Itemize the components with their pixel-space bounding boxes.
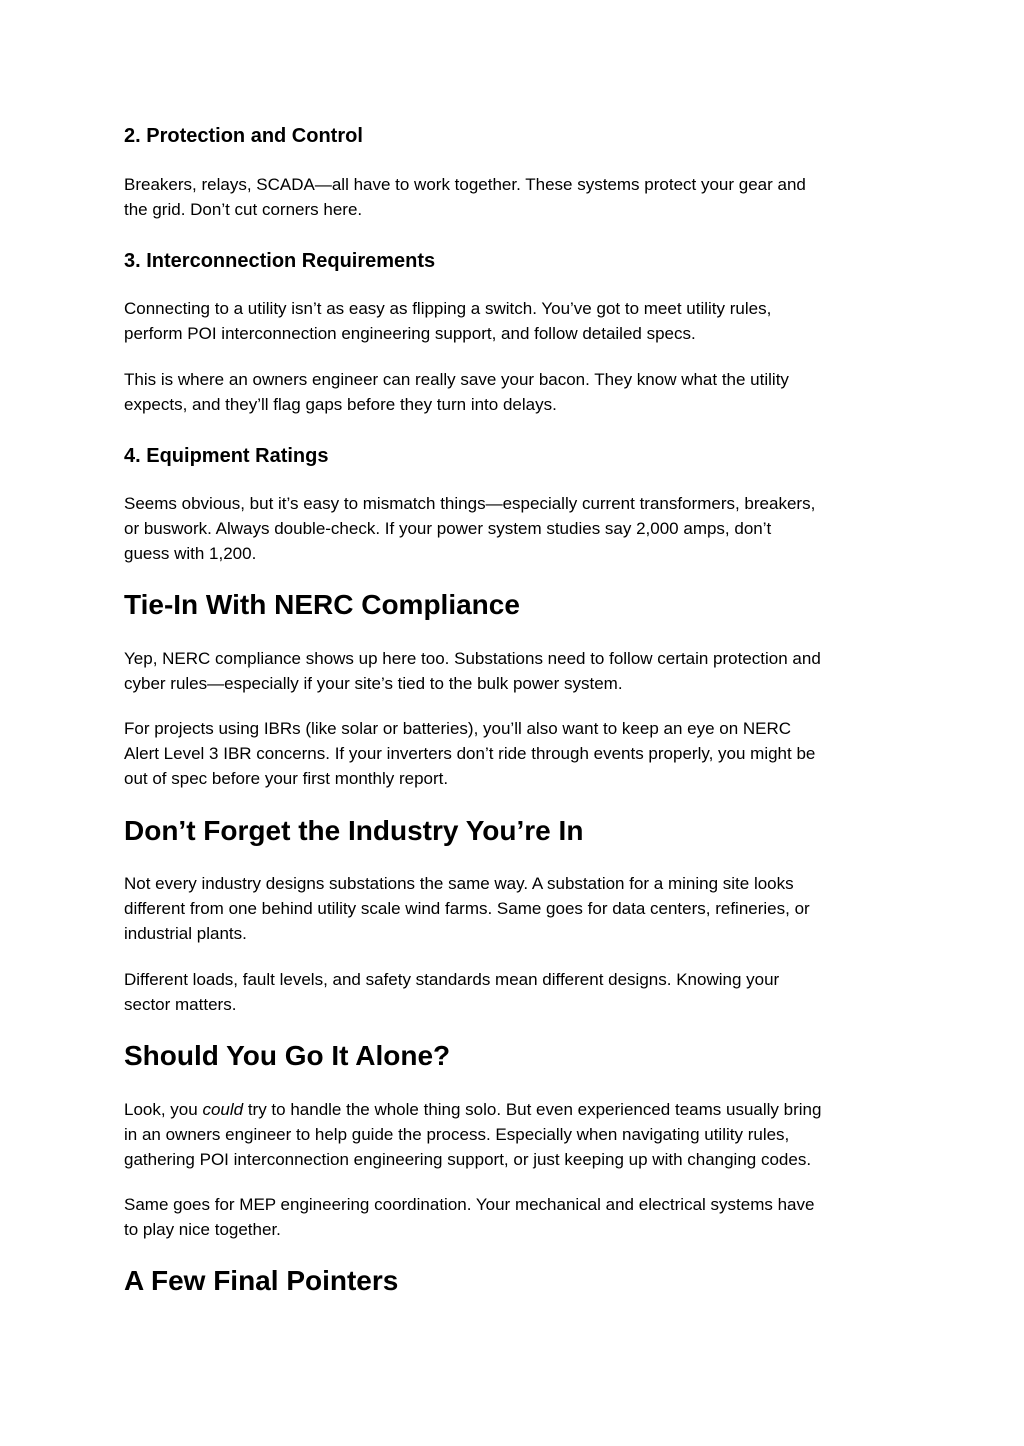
text-run: Look, you [124, 1100, 203, 1119]
heading-industry: Don’t Forget the Industry You’re In [124, 815, 584, 846]
text-line: Different loads, fault levels, and safety standards mean different designs. Knowing your [124, 970, 780, 989]
text-line: Yep, NERC compliance shows up here too. Substations need to follow certain protection and [124, 649, 821, 668]
heading-nerc-compliance: Tie-In With NERC Compliance [124, 589, 520, 620]
paragraph-alone-1 [124, 1097, 914, 1172]
text-line: to play nice together. [124, 1220, 281, 1239]
paragraph-ratings [124, 491, 914, 566]
text-line: For projects using IBRs (like solar or batteries), you’ll also want to keep an eye on NERC [124, 719, 792, 738]
text-line: out of spec before your first monthly report. [124, 769, 449, 788]
text-line [124, 1097, 914, 1122]
paragraph-protection [124, 172, 914, 222]
emphasis-could: could [202, 1100, 244, 1119]
text-line: Connecting to a utility isn’t as easy as flipping a switch. You’ve got to meet utility rules, [124, 299, 772, 318]
text-line: in an owners engineer to help guide the process. Especially when navigating utility rules, [124, 1125, 790, 1144]
paragraph-nerc-1 [124, 646, 914, 696]
paragraph-industry-1 [124, 871, 914, 946]
text-line: perform POI interconnection engineering support, and follow detailed specs. [124, 324, 696, 343]
text-run: try to handle the whole thing solo. But even experienced teams usually bring [243, 1100, 822, 1119]
text-line: Seems obvious, but it’s easy to mismatch things—especially current transformers, breakers, [124, 494, 816, 513]
text-line: Alert Level 3 IBR concerns. If your inverters don’t ride through events properly, you might be [124, 744, 816, 763]
text-line: This is where an owners engineer can really save your bacon. They know what the utility [124, 370, 789, 389]
heading-go-it-alone: Should You Go It Alone? [124, 1040, 451, 1071]
heading-protection-and-control: 2. Protection and Control [124, 125, 363, 147]
heading-equipment-ratings: 4. Equipment Ratings [124, 445, 329, 467]
text-line: sector matters. [124, 995, 237, 1014]
paragraph-interconnection-2 [124, 367, 914, 417]
text-line: Breakers, relays, SCADA—all have to work together. These systems protect your gear and [124, 175, 806, 194]
paragraph-alone-2 [124, 1192, 914, 1242]
text-line: Not every industry designs substations the same way. A substation for a mining site looks [124, 874, 794, 893]
heading-interconnection-requirements: 3. Interconnection Requirements [124, 250, 436, 272]
paragraph-industry-2 [124, 967, 914, 1017]
text-line: expects, and they’ll flag gaps before they turn into delays. [124, 395, 557, 414]
text-line: guess with 1,200. [124, 544, 257, 563]
text-line: Same goes for MEP engineering coordination. Your mechanical and electrical systems have [124, 1195, 815, 1214]
heading-final-pointers: A Few Final Pointers [124, 1265, 399, 1296]
text-line: industrial plants. [124, 924, 247, 943]
text-line: different from one behind utility scale wind farms. Same goes for data centers, refineries, or [124, 899, 810, 918]
text-line: the grid. Don’t cut corners here. [124, 200, 363, 219]
text-line: or buswork. Always double-check. If your power system studies say 2,000 amps, don’t [124, 519, 772, 538]
text-line: cyber rules—especially if your site’s tied to the bulk power system. [124, 674, 623, 693]
text-line: gathering POI interconnection engineering support, or just keeping up with changing codes. [124, 1150, 812, 1169]
paragraph-nerc-2 [124, 716, 914, 791]
paragraph-interconnection-1 [124, 296, 914, 346]
